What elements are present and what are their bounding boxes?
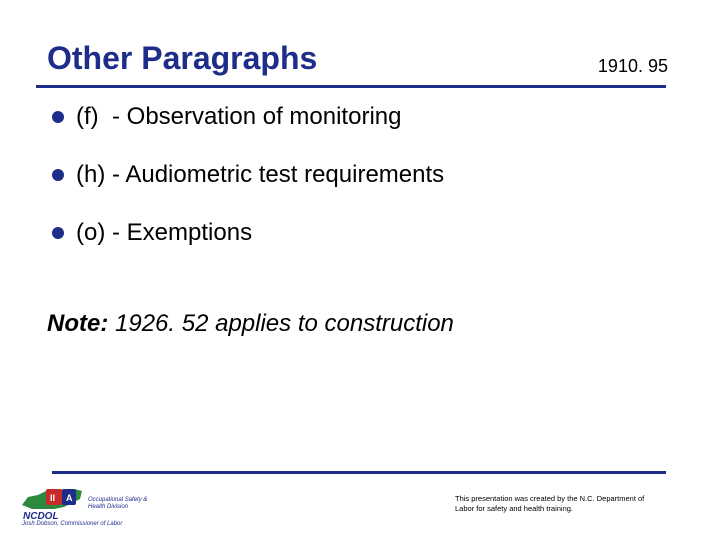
bullet-dot-icon: [52, 169, 64, 181]
construction-note: [47, 306, 454, 342]
svg-text:NCDOL: NCDOL: [23, 511, 59, 521]
bullet-description: - Exemptions: [112, 219, 253, 246]
disclaimer-text: This presentation was created by the N.C. Department of Labor for safety and health training.: [455, 494, 645, 513]
ncdol-logo-icon: [20, 485, 86, 521]
logo-credit: Josh Dobson, Commissioner of Labor: [22, 521, 123, 527]
bullet-dot-icon: [52, 111, 64, 123]
bullet-text: [76, 214, 252, 252]
bullet-text: [76, 156, 444, 194]
footer-divider: [52, 471, 666, 474]
bullet-label: (f): [76, 103, 99, 130]
svg-text:A: A: [66, 493, 73, 503]
bullet-label: (h): [76, 161, 106, 188]
bullet-dot-icon: [52, 227, 64, 239]
slide-title: Other Paragraphs: [47, 40, 318, 76]
note-label: Note:: [47, 310, 109, 337]
ncdol-logo: [20, 485, 160, 530]
bullet-text: [76, 98, 401, 136]
logo-tagline: Occupational Safety & Health Division: [88, 497, 148, 510]
bullet-description: - Observation of monitoring: [112, 103, 402, 130]
note-text: 1926. 52 applies to construction: [115, 310, 454, 337]
svg-text:II: II: [50, 493, 56, 503]
standard-number: 1910. 95: [597, 56, 668, 76]
bullet-label: (o): [76, 219, 106, 246]
bullet-description: - Audiometric test requirements: [112, 161, 445, 188]
title-divider: [36, 85, 666, 88]
